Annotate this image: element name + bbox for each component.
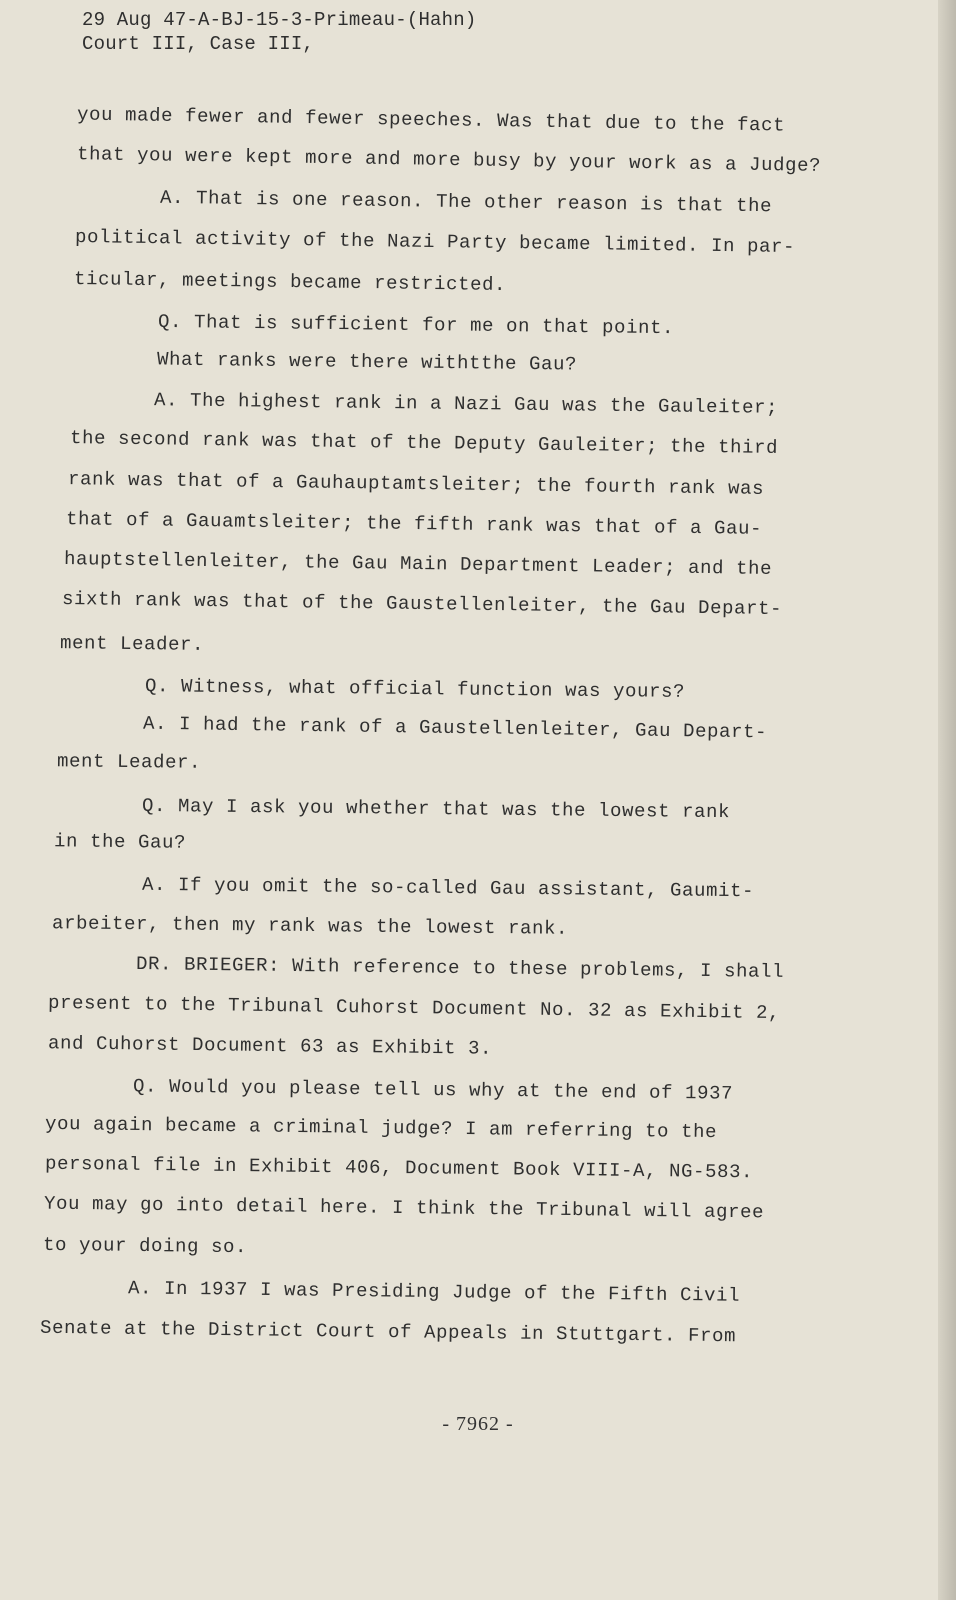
text-line: in the Gau? <box>53 830 187 854</box>
text-line: Q. Witness, what official function was yours? <box>144 675 686 703</box>
text-line: A. I had the rank of a Gaustellenleiter, Gau Depart- <box>142 712 768 744</box>
text-line: Q. Would you please tell us why at the end of 1937 <box>132 1075 734 1105</box>
text-line: hauptstellenleiter, the Gau Main Department Leader; and the <box>63 548 773 580</box>
text-line: A. If you omit the so-called Gau assistant, Gaumit- <box>141 873 755 903</box>
page-number: - 7962 - <box>442 1413 514 1435</box>
text-line: the second rank was that of the Deputy Gauleiter; the third <box>69 427 779 459</box>
text-line: A. The highest rank in a Nazi Gau was the Gauleiter; <box>153 389 779 419</box>
text-line: rank was that of a Gauhauptamtsleiter; the fourth rank was <box>67 468 765 500</box>
text-line: Q. May I ask you whether that was the lowest rank <box>141 794 731 824</box>
text-line: personal file in Exhibit 406, Document Book VIII-A, NG-583. <box>44 1152 754 1184</box>
text-line: that of a Gauamtsleiter; the fifth rank was that of a Gau- <box>65 508 763 540</box>
text-line: Senate at the District Court of Appeals in Stuttgart. From <box>39 1316 737 1348</box>
text-line: ticular, meetings became restricted. <box>73 267 507 297</box>
text-line: that you were kept more and more busy by your work as a Judge? <box>76 143 822 177</box>
text-line: you made fewer and fewer speeches. Was that due to the fact <box>76 103 786 137</box>
text-line: arbeiter, then my rank was the lowest rank. <box>51 912 569 940</box>
text-line: sixth rank was that of the Gaustellenleiter, the Gau Depart- <box>61 587 783 621</box>
text-line: and Cuhorst Document 63 as Exhibit 3. <box>47 1032 493 1060</box>
text-line: political activity of the Nazi Party became limited. In par- <box>74 225 796 259</box>
header-court-case: Court III, Case III, <box>82 33 315 55</box>
text-line: ment Leader. <box>56 750 202 774</box>
text-line: to your doing so. <box>42 1233 248 1259</box>
text-line: Q. That is sufficient for me on that point. <box>157 310 675 340</box>
text-line: A. That is one reason. The other reason is that the <box>159 186 773 218</box>
header-reference: 29 Aug 47-A-BJ-15-3-Primeau-(Hahn) <box>82 9 477 31</box>
text-line: A. In 1937 I was Presiding Judge of the Fifth Civil <box>127 1277 741 1307</box>
text-line: you again became a criminal judge? I am referring to the <box>44 1112 718 1144</box>
text-line: ment Leader. <box>59 632 205 656</box>
text-line: DR. BRIEGER: With reference to these problems, I shall <box>135 953 785 983</box>
text-line: present to the Tribunal Cuhorst Document No. 32 as Exhibit 2, <box>47 991 781 1025</box>
text-line: What ranks were there withtthe Gau? <box>156 348 578 376</box>
text-line: You may go into detail here. I think the Tribunal will agree <box>43 1192 765 1224</box>
